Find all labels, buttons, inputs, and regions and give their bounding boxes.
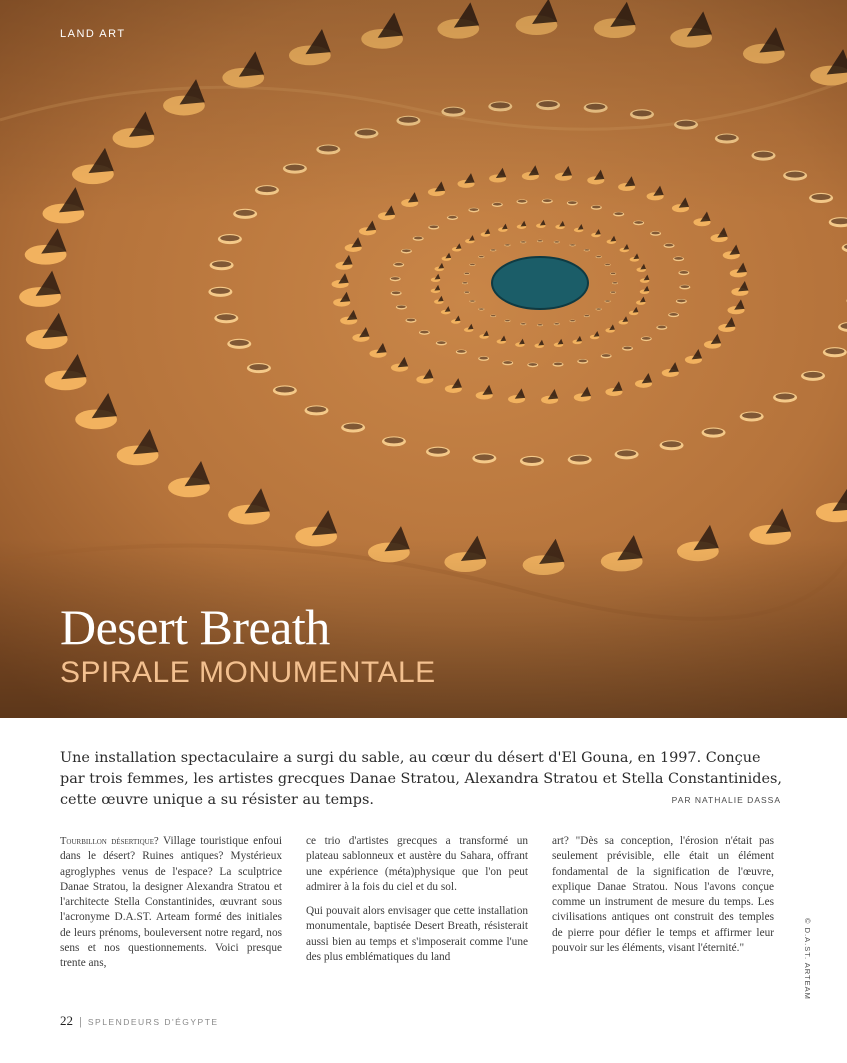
body-text: art? "Dès sa conception, l'érosion n'était pas seulement prévisible, elle était un élément fondamental de la signification de l'œuvre, explique Danae Stratou. Nous l'avons conçue comme un instrument de mesure du temps. Les civilisations antiques ont construit des temples de pierre pour défier le temps et affirmer leur pouvoir sur les éléments, visant l'éternité.": [552, 835, 774, 955]
page-number: 22: [60, 1013, 73, 1028]
author-byline: PAR NATHALIE DASSA: [671, 795, 781, 805]
article-subtitle: SPIRALE MONUMENTALE: [60, 656, 436, 689]
footer-separator: |: [79, 1016, 82, 1028]
intro-paragraph: Une installation spectaculaire a surgi du sable, au cœur du désert d'El Gouna, en 1997. Conçue par trois femmes, les artistes grecques Danae Stratou, Alexandra Stratou et Stella Constantinides, cette œuvre unique a su résister au temps.: [60, 750, 782, 808]
body-text: Village touristique enfoui dans le désert? Ruines antiques? Mystérieux agroglyphes venus de l'espace? La sculptrice Danae Stratou, la designer Alexandra Stratou et l'architecte Stella Constantinides, œuvrant sous l'acronyme D.A.ST. Arteam formé des initiales de leurs prénoms, bouleversent notre regard, nos sens et nos questionnements. Voici presque trente ans,: [60, 835, 282, 970]
article-title: Desert Breath: [60, 599, 330, 655]
section-label: LAND ART: [60, 28, 126, 40]
photo-credit: © D.A.ST. ARTEAM: [803, 918, 812, 1000]
lead-in: Tourbillon désertique?: [60, 836, 159, 847]
body-text: Qui pouvait alors envisager que cette installation monumentale, baptisée Desert Breath, résisterait aussi bien au temps et s'imposerait comme l'une des plus emblématiques du land: [306, 905, 528, 964]
body-column-2: [306, 834, 528, 974]
body-text: ce trio d'artistes grecques a transformé un plateau sablonneux et austère du Sahara, offrant une expérience (méta)physique que l'on peut admirer à la fois du ciel et du sol.: [306, 835, 528, 893]
magazine-name: SPLENDEURS D'ÉGYPTE: [87, 1017, 219, 1027]
body-column-3: [552, 834, 774, 965]
page-footer: [60, 1013, 219, 1029]
body-column-1: [60, 834, 282, 981]
